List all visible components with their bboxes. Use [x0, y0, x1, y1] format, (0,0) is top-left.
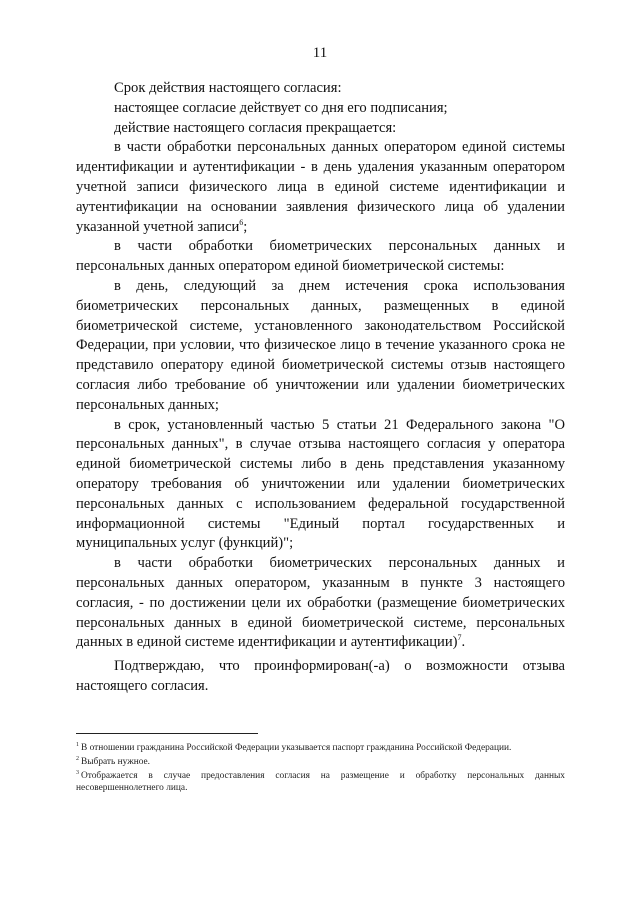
footnotes [76, 742, 565, 796]
ebs-withdrawal-clause: в срок, установленный частью 5 статьи 21 Федерального закона "О персональных данных", в случае отзыва настоящего согласия у оператора единой биометрической системы либо в день представления указанному оператору требования об уничтожении или удалении биометрических персональных данных с использованием федеральной государственной информационной системы "Единый портал государственных и муниципальных услуг (функций)"; [76, 416, 565, 552]
footnote-3: $^3$ Отображается в случае предоставления согласия на размещение и обработку персональных данных несовершеннолетнего лица. [76, 769, 565, 793]
footnote-mark: 3 [76, 769, 79, 776]
footnote-ref-7: 7 [457, 633, 462, 643]
consent-start-clause: настоящее согласие действует со дня его подписания; [114, 99, 448, 116]
footnote-2: $^2$ Выбрать нужное. [76, 755, 151, 767]
operator-termination-clause: в части обработки биометрических персональных данных и персональных данных оператором, указанным в пункте 3 настоящего согласия, - по достижении цели их обработки (размещение биометрических персональных данных в единой биометрической системе, персональных данных в единой системе идентификации и аутентификации)$^7$. [76, 555, 565, 651]
consent-termination-heading: действие настоящего согласия прекращается: [114, 119, 397, 136]
page-number: 11 [312, 45, 328, 61]
footnote-mark: 2 [76, 755, 79, 762]
footnote-divider [76, 733, 258, 734]
footnote-1: $^1$ В отношении гражданина Российской Федерации указывается паспорт гражданина Российской Федерации. [76, 741, 512, 753]
document-body [76, 79, 565, 697]
footnote-mark: 1 [76, 741, 79, 748]
footnote-ref-6: 6 [239, 217, 244, 227]
confirmation-statement: Подтверждаю, что проинформирован(-а) о возможности отзыва настоящего согласия. [76, 658, 565, 694]
consent-term-heading: Срок действия настоящего согласия: [114, 80, 342, 96]
esia-termination-clause: в части обработки персональных данных оператором единой системы идентификации и аутентификации - в день удаления указанным оператором учетной записи физического лица в единой системе идентификации и аутентификации на основании заявления физического лица об удалении указанной учетной записи$^6$; [76, 139, 565, 235]
ebs-termination-heading: в части обработки биометрических персональных данных и персональных данных оператором единой биометрической системы: [76, 238, 565, 275]
ebs-expiry-clause: в день, следующий за днем истечения срока использования биометрических персональных данных, размещенных в единой биометрической системе, установленного законодательством Российской Федерации, при условии, что физическое лицо в течение указанного срока не представило оператору единой биометрической системы отзыв настоящего согласия либо требование об уничтожении или удалении биометрических персональных данных; [76, 277, 565, 413]
